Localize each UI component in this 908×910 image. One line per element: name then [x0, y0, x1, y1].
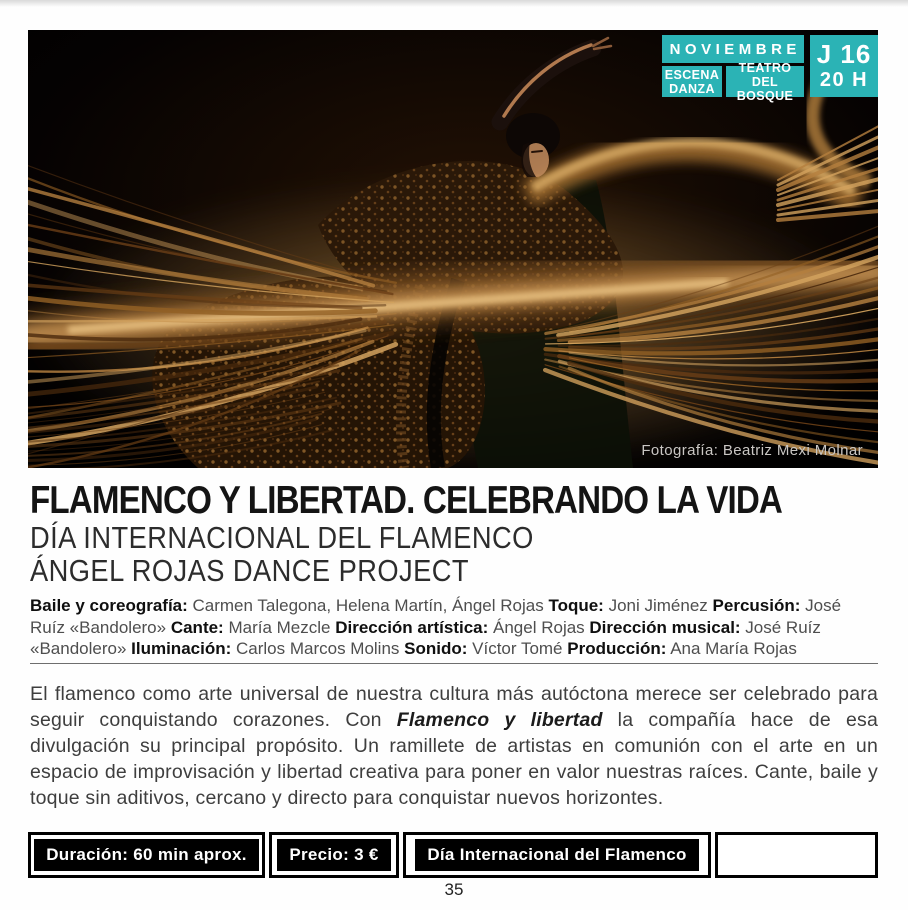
footer-info-bar [28, 832, 878, 878]
credit-label: Cante: [170, 617, 224, 637]
show-subtitle: DÍA INTERNACIONAL DEL FLAMENCO [30, 520, 534, 555]
footer-cell-empty [715, 832, 878, 878]
description-segment: la compañía hace de esa divulgación su principal propósito. Un ramillete de artistas en comunión con el arte en un espacio de improvisación y libertad creativa para poner en valor nuestras raíces. Cante, baile y toque sin aditivos, cercano y directo para conquistar nuevos horizontes. [30, 709, 878, 809]
dancer-photo [28, 30, 878, 468]
credit-value: María Mezcle [223, 617, 336, 637]
divider-line [30, 663, 878, 664]
page-edge-shadow [0, 0, 908, 7]
credit-value: Ana María Rojas [666, 639, 797, 658]
credit-label: Dirección artística: [335, 617, 489, 637]
venue-line1: TEATRO DEL [738, 60, 792, 89]
description-segment: Flamenco y libertad [396, 709, 603, 731]
venue-line2: BOSQUE [736, 88, 794, 103]
description-segment: El flamenco como arte universal de nuestra cultura más autóctona merece ser celebrado para seguir conquistando corazones. Con [30, 683, 878, 731]
credit-value: Víctor Tomé [467, 639, 568, 658]
month-label: NOVIEMBRE [669, 40, 801, 58]
credit-label: Toque: [548, 596, 604, 615]
program-line2: DANZA [669, 81, 715, 96]
footer-cell-duration [28, 832, 265, 878]
date-label: J 16 [816, 39, 872, 69]
program-line1: ESCENA [664, 67, 720, 82]
credit-value: Carlos Marcos Molins [231, 639, 405, 658]
footer-cell-price [269, 832, 399, 878]
credit-label: Dirección musical: [589, 617, 741, 637]
footer-cell-event [403, 832, 711, 878]
credit-label: Iluminación: [131, 639, 232, 658]
date-time-badge [810, 35, 878, 97]
month-badge [662, 35, 804, 63]
page-number: 35 [444, 880, 464, 899]
show-title: FLAMENCO Y LIBERTAD. CELEBRANDO LA VIDA [30, 479, 783, 522]
credit-label: Percusión: [712, 596, 801, 615]
credit-value: Ángel Rojas [488, 617, 590, 637]
venue-badge [726, 60, 804, 103]
credits-block [30, 595, 878, 660]
company-name: ÁNGEL ROJAS DANCE PROJECT [30, 553, 469, 588]
program-badge [662, 66, 722, 97]
credit-value: Joni Jiménez [603, 596, 713, 615]
credit-value: José Ruíz «Bandolero» [30, 617, 821, 658]
footer-cell-event-pill: Día Internacional del Flamenco [415, 839, 698, 871]
footer-cell-price-pill: Precio: 3 € [277, 839, 390, 871]
credit-value: Carmen Talegona, Helena Martín, Ángel Rojas [187, 596, 549, 615]
credit-label: Producción: [567, 639, 667, 658]
photo-credit: Fotografía: Beatriz Mexi Molnar [641, 442, 863, 459]
credit-value: José Ruíz «Bandolero» [30, 596, 842, 637]
credit-label: Baile y coreografía: [30, 596, 188, 615]
description-paragraph [30, 681, 878, 811]
footer-cell-duration-pill: Duración: 60 min aprox. [34, 839, 259, 871]
credit-label: Sonido: [404, 639, 468, 658]
time-label: 20 H [819, 69, 869, 91]
